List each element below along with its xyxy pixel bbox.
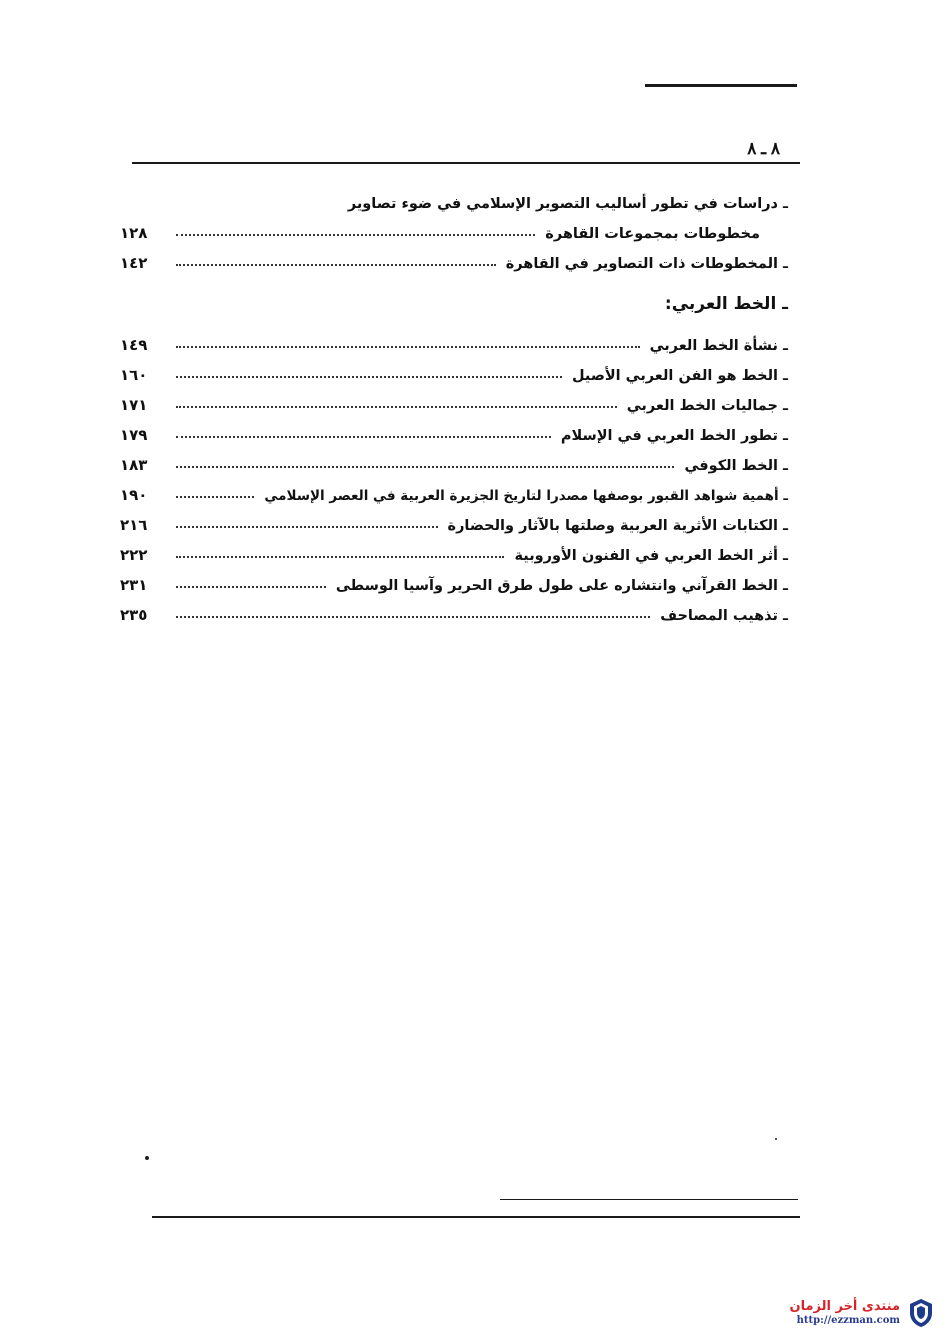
toc-entry-title: ـ الكتابات الأثرية العربية وصلتها بالآثار والحضارة: [447, 518, 788, 534]
toc-entry-title: مخطوطات بمجموعات القاهرة: [545, 226, 760, 242]
toc-entry: [120, 354, 788, 384]
leader-dots: [176, 496, 254, 498]
leader-dots: [176, 586, 326, 588]
footer-rule: [152, 1216, 800, 1218]
toc-entry-page: ١٤٢: [120, 254, 148, 272]
toc-entry-page: ٢٣٥: [120, 606, 148, 624]
toc-entry-page: ١٢٨: [120, 224, 148, 242]
toc-entry-page: ١٤٩: [120, 336, 148, 354]
leader-dots: [176, 346, 640, 348]
toc-entry: [120, 564, 788, 594]
toc-entry-title: ـ الخط الكوفي: [684, 458, 788, 474]
toc-entry-title: ـ المخطوطات ذات التصاوير في القاهرة: [505, 256, 788, 272]
leader-dots: [176, 264, 496, 266]
toc-entry-title: ـ الخط القرآني وانتشاره على طول طرق الحرير وآسيا الوسطى: [335, 578, 788, 594]
leader-dots: [176, 466, 674, 468]
leader-dots: [176, 436, 551, 438]
toc-entry: [120, 242, 788, 272]
toc-entry-title: ـ الخط هو الفن العربي الأصيل: [571, 368, 788, 384]
leader-dots: [176, 406, 617, 408]
toc-entry-title: ـ دراسات في تطور أساليب التصوير الإسلامي في ضوء تصاوير: [347, 196, 788, 212]
toc-entry: [120, 474, 788, 504]
section-heading: ـ الخط العربي:: [664, 294, 788, 314]
toc-entry: [120, 444, 788, 474]
toc-entry-title: ـ جماليات الخط العربي: [626, 398, 788, 414]
forum-watermark: [790, 1298, 935, 1328]
toc-entry: [120, 212, 760, 242]
toc-entry-title: ـ نشأة الخط العربي: [649, 338, 788, 354]
toc-entry-title: ـ تطور الخط العربي في الإسلام: [560, 428, 788, 444]
toc-entry: [120, 384, 788, 414]
toc-entry-page: ١٧١: [120, 396, 148, 414]
leader-dots: [176, 556, 504, 558]
stray-mark: [775, 1138, 777, 1140]
leader-dots: [176, 234, 535, 236]
toc-entry: [120, 504, 788, 534]
toc-entry: [120, 534, 788, 564]
toc-entry-page: ٢٢٢: [120, 546, 148, 564]
top-short-rule: [645, 84, 797, 87]
toc-entry-page: ٢١٦: [120, 516, 148, 534]
page-number: ٨ ـ ٨: [747, 139, 780, 158]
toc-entry-title: ـ تذهيب المصاحف: [660, 608, 788, 624]
toc-entry-page: ١٦٠: [120, 366, 148, 384]
footer-rule-upper: [500, 1199, 798, 1200]
toc-entry-page: ١٨٣: [120, 456, 148, 474]
toc-entry: [120, 324, 788, 354]
watermark-title: منتدى أخر الزمان: [789, 1299, 900, 1315]
toc-entry-page: ١٩٠: [120, 486, 148, 504]
toc-entry-title: ـ أثر الخط العربي في الفنون الأوروبية: [514, 548, 788, 564]
leader-dots: [176, 526, 438, 528]
toc-entry: [120, 182, 788, 212]
leader-dots: [176, 616, 650, 618]
toc-entry: [120, 414, 788, 444]
watermark-text: [790, 1299, 901, 1327]
stray-mark: [145, 1156, 149, 1160]
leader-dots: [176, 376, 562, 378]
toc-entry-page: ١٧٩: [120, 426, 148, 444]
toc-entry-title: ـ أهمية شواهد القبور بوصفها مصدرا لتاريخ الجزيرة العربية في العصر الإسلامي: [264, 488, 788, 504]
toc-entry: [120, 594, 788, 624]
watermark-url: http://ezzman.com: [796, 1314, 900, 1326]
toc-entry-page: ٢٣١: [120, 576, 148, 594]
shield-logo-icon: [908, 1298, 934, 1328]
header-rule: [132, 162, 800, 164]
